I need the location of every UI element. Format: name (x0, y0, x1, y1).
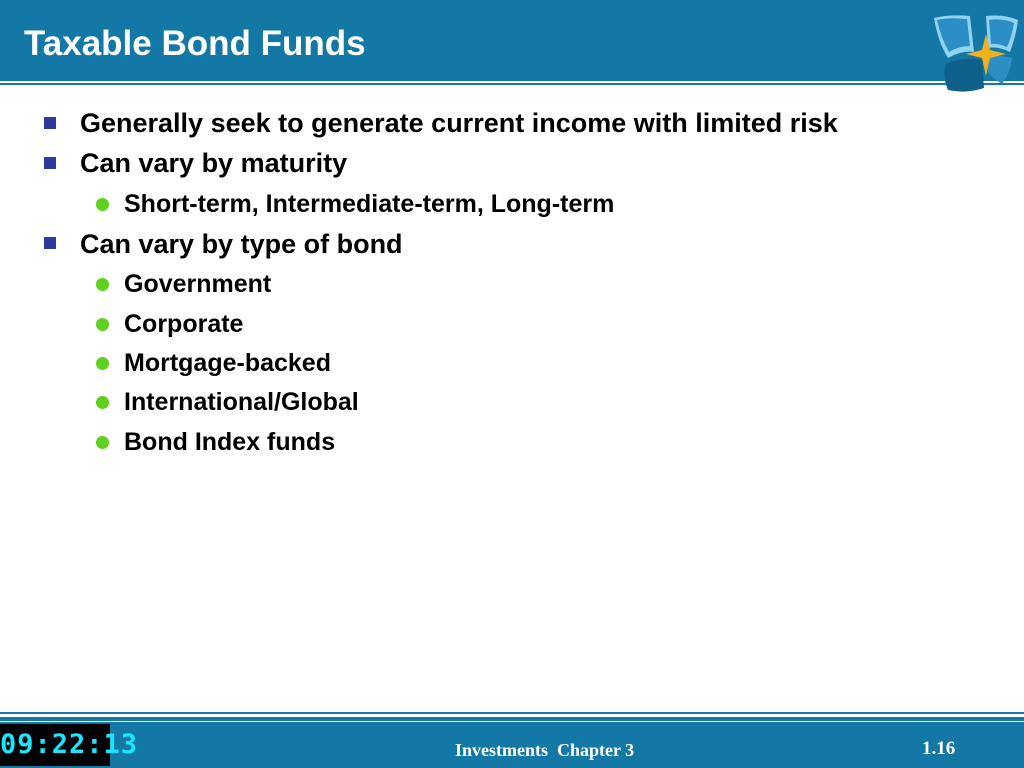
sub-bullet-bond-index: Bond Index funds (124, 428, 336, 456)
rule-thick (0, 717, 1024, 721)
rule-thin (0, 83, 1024, 85)
rule-thin (0, 712, 1024, 714)
slide-title: Taxable Bond Funds (24, 24, 366, 63)
bullet-type-of-bond: Can vary by type of bond (80, 229, 403, 259)
footer-course-label: Investments Chapter 3 (455, 740, 635, 760)
sub-bullet-international: International/Global (124, 388, 359, 416)
round-bullet-icon (96, 318, 109, 331)
square-bullet-icon (44, 117, 56, 129)
sub-bullet-government: Government (124, 270, 272, 298)
round-bullet-icon (96, 198, 109, 211)
sub-bullet-mortgage-backed: Mortgage-backed (124, 349, 331, 377)
logo-icon (928, 12, 1022, 94)
square-bullet-icon (44, 237, 56, 249)
page-number: 1.16 (922, 738, 956, 759)
clock-display: 09:22:13 (0, 724, 110, 766)
sub-bullet-corporate: Corporate (124, 310, 244, 338)
title-bar-rules (0, 76, 1024, 92)
round-bullet-icon (96, 436, 109, 449)
rule-thick (0, 76, 1024, 81)
round-bullet-icon (96, 278, 109, 291)
round-bullet-icon (96, 357, 109, 370)
sub-bullet-terms: Short-term, Intermediate-term, Long-term (124, 190, 615, 218)
bullet-income: Generally seek to generate current income with limited risk (80, 108, 838, 138)
square-bullet-icon (44, 157, 56, 169)
bullet-maturity: Can vary by maturity (80, 148, 348, 178)
round-bullet-icon (96, 396, 109, 409)
